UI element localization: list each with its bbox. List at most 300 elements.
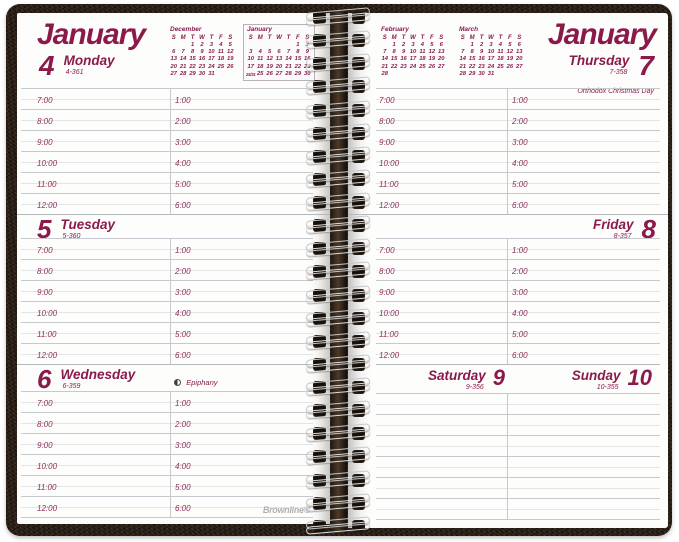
time-label: 3:00 bbox=[175, 138, 191, 147]
calendar-date: 4 bbox=[498, 42, 503, 48]
weekday-letter: S bbox=[460, 35, 465, 41]
month-block-left bbox=[37, 19, 145, 80]
weekday-letter: W bbox=[410, 35, 416, 41]
brand-logo: Brownline® bbox=[262, 505, 310, 515]
time-label: 8:00 bbox=[37, 420, 53, 429]
calendar-date: 21 bbox=[179, 63, 187, 70]
time-label: 10:00 bbox=[37, 309, 58, 318]
spiral-loop bbox=[303, 126, 375, 141]
calendar-date: 22 bbox=[468, 63, 476, 70]
calendar-date: 18 bbox=[497, 56, 504, 63]
time-label: 10:00 bbox=[37, 159, 58, 168]
time-label: 6:00 bbox=[175, 351, 191, 360]
schedule-cell-morning bbox=[376, 415, 507, 435]
calendar-date: 5 bbox=[228, 42, 232, 48]
weekday-letter: F bbox=[508, 35, 512, 41]
schedule-cell-morning bbox=[21, 89, 170, 109]
calendar-date: 31 bbox=[487, 70, 495, 77]
calendar-date: 27 bbox=[516, 63, 523, 70]
calendar-date: 28 bbox=[459, 70, 466, 77]
schedule-cell-afternoon bbox=[507, 415, 660, 435]
weekday-letter: S bbox=[228, 35, 233, 41]
schedule-cell-afternoon bbox=[170, 476, 313, 496]
schedule-cell-afternoon bbox=[507, 239, 660, 259]
tuesday-day-code: 5-360 bbox=[62, 233, 81, 240]
mini-calendar-grid bbox=[458, 34, 524, 78]
schedule-cell-morning bbox=[21, 131, 170, 151]
calendar-date bbox=[458, 42, 467, 49]
time-label: 1:00 bbox=[175, 246, 191, 255]
spiral-loop bbox=[303, 149, 375, 164]
monday-day-stack bbox=[64, 52, 115, 77]
calendar-date: 6 bbox=[439, 42, 443, 48]
monday-time-grid bbox=[21, 88, 313, 214]
tuesday-time-grid bbox=[21, 238, 313, 364]
spiral-loop bbox=[303, 403, 375, 418]
schedule-cell-morning bbox=[376, 344, 507, 364]
schedule-cell-afternoon bbox=[507, 457, 660, 477]
hour-row bbox=[21, 259, 313, 280]
month-title-left: January bbox=[37, 18, 146, 51]
time-label: 3:00 bbox=[512, 288, 528, 297]
schedule-cell-morning bbox=[376, 110, 507, 130]
spiral-loop bbox=[303, 334, 375, 349]
schedule-cell-morning bbox=[376, 131, 507, 151]
schedule-cell-afternoon bbox=[170, 173, 313, 193]
thursday-day-stack bbox=[569, 52, 630, 77]
time-label: 4:00 bbox=[175, 309, 191, 318]
schedule-cell-afternoon bbox=[507, 394, 660, 414]
hour-row bbox=[21, 280, 313, 301]
schedule-cell-afternoon bbox=[507, 110, 660, 130]
time-label: 12:00 bbox=[379, 351, 400, 360]
calendar-date bbox=[505, 71, 514, 78]
schedule-cell-morning bbox=[376, 260, 507, 280]
calendar-date: 5 bbox=[267, 49, 272, 56]
spiral-loop bbox=[303, 241, 375, 256]
mini-calendar-december bbox=[169, 26, 235, 81]
time-label: 2:00 bbox=[175, 267, 191, 276]
time-label: 4:00 bbox=[175, 462, 191, 471]
mini-calendar-grid bbox=[380, 34, 446, 78]
mini-calendar-title: February bbox=[381, 26, 409, 33]
calendar-date: 24 bbox=[409, 63, 417, 70]
calendar-date: 6 bbox=[277, 49, 281, 56]
spiral-loop bbox=[303, 519, 375, 534]
time-label: 11:00 bbox=[37, 330, 57, 339]
hour-row bbox=[376, 322, 660, 343]
schedule-cell-afternoon bbox=[507, 131, 660, 151]
time-label: 5:00 bbox=[175, 483, 191, 492]
calendar-date: 25 bbox=[419, 63, 426, 70]
time-label: 11:00 bbox=[379, 330, 399, 339]
weekday-letter: T bbox=[267, 35, 272, 41]
hour-row bbox=[21, 172, 313, 193]
schedule-cell-morning bbox=[376, 194, 507, 214]
calendar-date: 16 bbox=[198, 56, 206, 63]
friday-header bbox=[348, 214, 668, 244]
mini-calendar-grid bbox=[169, 34, 235, 78]
time-label: 6:00 bbox=[175, 504, 191, 513]
calendar-date: 7 bbox=[461, 49, 465, 56]
time-label: 12:00 bbox=[37, 351, 58, 360]
spiral-loop bbox=[303, 426, 375, 441]
time-label: 4:00 bbox=[175, 159, 191, 168]
hour-row bbox=[21, 193, 313, 214]
schedule-cell-morning bbox=[376, 457, 507, 477]
thursday-header bbox=[548, 52, 656, 80]
schedule-cell-afternoon bbox=[507, 152, 660, 172]
calendar-date: 3 bbox=[411, 42, 415, 48]
calendar-date bbox=[178, 42, 187, 49]
calendar-date bbox=[255, 42, 264, 49]
weekday-letter: S bbox=[517, 35, 522, 41]
schedule-cell-afternoon bbox=[170, 239, 313, 259]
weekday-letter: F bbox=[430, 35, 434, 41]
time-label: 12:00 bbox=[37, 201, 58, 210]
schedule-cell-morning bbox=[376, 152, 507, 172]
schedule-cell-morning bbox=[21, 455, 170, 475]
hour-row bbox=[21, 322, 313, 343]
time-label: 11:00 bbox=[37, 483, 57, 492]
weekday-letter: T bbox=[190, 35, 195, 41]
calendar-date: 22 bbox=[189, 63, 196, 70]
schedule-cell-afternoon bbox=[507, 302, 660, 322]
saturday-day-stack bbox=[428, 367, 486, 393]
calendar-date bbox=[265, 42, 274, 49]
calendar-date: 31 bbox=[208, 70, 215, 77]
calendar-date: 9 bbox=[479, 49, 484, 56]
monday-day-number: 4 bbox=[39, 50, 55, 81]
calendar-date: 13 bbox=[275, 56, 283, 63]
calendar-date: 15 bbox=[189, 56, 196, 63]
calendar-date bbox=[274, 42, 283, 49]
time-label: 2:00 bbox=[512, 267, 528, 276]
hour-row bbox=[21, 412, 313, 433]
sunday-day-code: 10-355 bbox=[596, 384, 619, 391]
wednesday-header bbox=[17, 364, 330, 394]
left-page-header bbox=[17, 13, 330, 88]
hour-row bbox=[376, 238, 660, 259]
calendar-date: 17 bbox=[487, 56, 495, 63]
calendar-date: 9 bbox=[401, 49, 406, 56]
weekend-ruled-grid bbox=[376, 393, 660, 520]
calendar-date bbox=[496, 71, 505, 78]
calendar-date: 3 bbox=[489, 42, 493, 48]
schedule-cell-afternoon bbox=[507, 323, 660, 343]
hour-row bbox=[376, 456, 660, 477]
calendar-date: 26 bbox=[227, 63, 234, 70]
schedule-cell-morning bbox=[21, 173, 170, 193]
calendar-date bbox=[437, 71, 446, 78]
wednesday-day-name: Wednesday bbox=[60, 367, 136, 382]
month-title-right: January bbox=[547, 18, 656, 51]
calendar-date: 17 bbox=[409, 56, 417, 63]
calendar-date: 3 bbox=[209, 42, 214, 48]
calendar-date: 26 bbox=[266, 70, 273, 77]
thursday-day-code: 7-358 bbox=[609, 69, 628, 76]
hour-row bbox=[376, 343, 660, 364]
schedule-cell-morning bbox=[376, 436, 507, 456]
time-label: 10:00 bbox=[37, 462, 58, 471]
time-label: 12:00 bbox=[37, 504, 58, 513]
spiral-loop bbox=[303, 288, 375, 303]
calendar-date bbox=[408, 71, 417, 78]
time-label: 7:00 bbox=[379, 246, 395, 255]
calendar-date: 7 bbox=[286, 49, 291, 56]
spiral-loop bbox=[303, 56, 375, 71]
time-label: 1:00 bbox=[175, 399, 191, 408]
hour-row bbox=[376, 393, 660, 414]
schedule-cell-morning bbox=[376, 281, 507, 301]
calendar-date: 19 bbox=[266, 63, 273, 70]
calendar-date: 29 bbox=[294, 70, 302, 77]
friday-day-number: 8 bbox=[641, 214, 656, 244]
schedule-cell-afternoon bbox=[170, 413, 313, 433]
spiral-loop bbox=[303, 311, 375, 326]
calendar-date: 18 bbox=[256, 63, 264, 70]
weekday-letter: S bbox=[171, 35, 176, 41]
weekday-letter: T bbox=[479, 35, 484, 41]
calendar-date: 28 bbox=[285, 70, 292, 77]
calendar-date: 11 bbox=[419, 49, 426, 56]
calendar-date: 2 bbox=[200, 42, 204, 48]
friday-time-grid bbox=[376, 238, 660, 364]
schedule-cell-morning bbox=[376, 89, 507, 109]
calendar-date: 4 bbox=[219, 42, 223, 48]
calendar-date: 16 bbox=[400, 56, 407, 63]
time-label: 2:00 bbox=[175, 117, 191, 126]
time-label: 11:00 bbox=[37, 180, 57, 189]
hour-row bbox=[21, 433, 313, 454]
weekday-letter: S bbox=[439, 35, 444, 41]
hour-row bbox=[21, 301, 313, 322]
month-block-right bbox=[548, 19, 656, 96]
calendar-date: 27 bbox=[170, 70, 177, 77]
tuesday-header bbox=[17, 214, 330, 244]
calendar-date: 24 bbox=[208, 63, 215, 70]
sunday-day-name: Sunday bbox=[571, 368, 621, 383]
calendar-date: 21 bbox=[459, 63, 466, 70]
schedule-cell-afternoon bbox=[170, 323, 313, 343]
schedule-cell-morning bbox=[21, 476, 170, 496]
calendar-date: 7 bbox=[181, 49, 185, 56]
monday-header bbox=[37, 52, 145, 80]
schedule-cell-afternoon bbox=[170, 260, 313, 280]
calendar-date: 18 bbox=[217, 56, 225, 63]
weekday-letter: T bbox=[420, 35, 425, 41]
hour-row bbox=[21, 343, 313, 364]
moon-last-quarter-icon bbox=[174, 379, 181, 386]
schedule-cell-morning bbox=[21, 323, 170, 343]
time-label: 5:00 bbox=[175, 330, 191, 339]
calendar-date: 20 bbox=[275, 63, 283, 70]
hour-row bbox=[21, 109, 313, 130]
calendar-date: 8 bbox=[190, 49, 195, 56]
time-label: 7:00 bbox=[37, 96, 53, 105]
calendar-date: 16 bbox=[478, 56, 485, 63]
weekday-letter: T bbox=[498, 35, 503, 41]
time-label: 7:00 bbox=[379, 96, 395, 105]
calendar-date: 20 bbox=[438, 56, 445, 63]
time-label: 5:00 bbox=[512, 330, 528, 339]
schedule-cell-afternoon bbox=[170, 89, 313, 109]
time-label: 3:00 bbox=[512, 138, 528, 147]
schedule-cell-afternoon bbox=[170, 110, 313, 130]
calendar-date: 20 bbox=[170, 63, 177, 70]
schedule-cell-afternoon bbox=[170, 455, 313, 475]
time-label: 8:00 bbox=[37, 117, 53, 126]
weekday-letter: W bbox=[199, 35, 205, 41]
mini-calendars-right bbox=[380, 26, 524, 78]
schedule-cell-morning bbox=[21, 497, 170, 517]
time-label: 10:00 bbox=[379, 309, 400, 318]
weekday-letter: T bbox=[286, 35, 291, 41]
calendar-date bbox=[389, 71, 398, 78]
calendar-date: 12 bbox=[227, 49, 234, 56]
time-label: 4:00 bbox=[512, 309, 528, 318]
calendar-date: 26 bbox=[428, 63, 436, 70]
time-label: 10:00 bbox=[379, 159, 400, 168]
spiral-loop bbox=[303, 264, 375, 279]
schedule-cell-morning bbox=[376, 302, 507, 322]
thursday-day-name: Thursday bbox=[568, 53, 630, 68]
calendar-date: 11 bbox=[257, 56, 264, 63]
hour-row bbox=[376, 280, 660, 301]
calendar-date: 23 bbox=[400, 63, 407, 70]
calendar-date: 1 bbox=[296, 42, 300, 48]
saturday-day-name: Saturday bbox=[427, 368, 486, 383]
schedule-cell-afternoon bbox=[507, 173, 660, 193]
time-label: 11:00 bbox=[379, 180, 399, 189]
wednesday-time-grid bbox=[21, 391, 313, 518]
calendar-date: 13 bbox=[438, 49, 445, 56]
calendar-date bbox=[284, 42, 293, 49]
calendar-date: 30 bbox=[478, 70, 485, 77]
spiral-loop bbox=[303, 473, 375, 488]
calendar-date: 14 bbox=[179, 56, 187, 63]
right-page-header bbox=[348, 13, 668, 95]
calendar-date: 10 bbox=[208, 49, 215, 56]
schedule-cell-morning bbox=[21, 392, 170, 412]
calendar-date: 14 bbox=[459, 56, 466, 63]
calendar-date: 18 bbox=[419, 56, 426, 63]
spiral-loop bbox=[303, 79, 375, 94]
weekday-letter: W bbox=[276, 35, 282, 41]
calendar-date: 29 bbox=[468, 70, 476, 77]
mini-calendar-title: December bbox=[170, 26, 202, 33]
calendar-date: 9 bbox=[200, 49, 204, 56]
weekday-letter: S bbox=[305, 35, 310, 41]
schedule-cell-morning bbox=[376, 478, 507, 498]
schedule-cell-morning bbox=[376, 394, 507, 414]
time-label: 9:00 bbox=[37, 441, 53, 450]
time-label: 3:00 bbox=[175, 288, 191, 297]
calendar-date: 1 bbox=[190, 42, 195, 48]
calendar-date bbox=[418, 71, 427, 78]
calendar-date: 14 bbox=[381, 56, 388, 63]
calendar-date: 5 bbox=[508, 42, 512, 48]
wednesday-day-stack bbox=[60, 366, 135, 391]
calendar-date: 21 bbox=[285, 63, 292, 70]
weekday-letter: T bbox=[401, 35, 406, 41]
time-label: 6:00 bbox=[175, 201, 191, 210]
calendar-date: 4 bbox=[258, 49, 262, 56]
hour-row bbox=[376, 109, 660, 130]
saturday-header bbox=[376, 367, 507, 393]
wednesday-holiday bbox=[174, 378, 217, 387]
spiral-loop bbox=[303, 33, 375, 48]
schedule-cell-morning bbox=[21, 302, 170, 322]
schedule-cell-morning bbox=[376, 239, 507, 259]
saturday-day-code: 9-356 bbox=[465, 384, 484, 391]
calendar-date: 19 bbox=[428, 56, 436, 63]
calendar-date: 9 bbox=[305, 49, 309, 56]
spiral-loop bbox=[303, 449, 375, 464]
schedule-cell-morning bbox=[21, 260, 170, 280]
spiral-loop bbox=[303, 172, 375, 187]
schedule-cell-morning bbox=[21, 152, 170, 172]
calendar-date: 8 bbox=[470, 49, 474, 56]
calendar-date: 24/31 bbox=[246, 71, 256, 77]
calendar-date: 12 bbox=[506, 49, 514, 56]
calendar-date: 8 bbox=[296, 49, 300, 56]
weekday-letter: W bbox=[488, 35, 494, 41]
schedule-cell-morning bbox=[376, 499, 507, 519]
sunday-day-stack bbox=[572, 367, 621, 393]
monday-day-code: 4-361 bbox=[65, 69, 84, 76]
time-label: 8:00 bbox=[37, 267, 53, 276]
calendar-date bbox=[226, 71, 235, 78]
calendar-date: 28 bbox=[381, 70, 388, 77]
calendar-date: 23 bbox=[198, 63, 206, 70]
spiral-loop bbox=[303, 380, 375, 395]
calendar-date: 29 bbox=[189, 70, 196, 77]
calendar-date: 14 bbox=[285, 56, 292, 63]
schedule-cell-morning bbox=[21, 344, 170, 364]
calendar-date: 13 bbox=[516, 49, 523, 56]
calendar-date: 3 bbox=[249, 49, 253, 56]
hour-row bbox=[21, 391, 313, 412]
calendar-date: 5 bbox=[430, 42, 434, 48]
tuesday-day-number: 5 bbox=[37, 214, 52, 244]
calendar-date: 2 bbox=[401, 42, 406, 48]
schedule-cell-afternoon bbox=[507, 344, 660, 364]
time-label: 2:00 bbox=[512, 117, 528, 126]
calendar-date: 11 bbox=[497, 49, 504, 56]
hour-row bbox=[376, 151, 660, 172]
time-label: 5:00 bbox=[175, 180, 191, 189]
tuesday-day-name: Tuesday bbox=[60, 217, 115, 232]
spiral-binding bbox=[303, 10, 375, 534]
calendar-date: 1 bbox=[470, 42, 474, 48]
time-label: 2:00 bbox=[175, 420, 191, 429]
time-label: 8:00 bbox=[379, 267, 395, 276]
hour-row bbox=[376, 477, 660, 498]
calendar-date: 6 bbox=[172, 49, 176, 56]
calendar-date: 11 bbox=[217, 49, 224, 56]
calendar-date: 6 bbox=[517, 42, 521, 48]
hour-row bbox=[376, 88, 660, 109]
time-label: 6:00 bbox=[512, 201, 528, 210]
schedule-cell-morning bbox=[21, 281, 170, 301]
time-label: 6:00 bbox=[512, 351, 528, 360]
spiral-loop bbox=[303, 218, 375, 233]
schedule-cell-afternoon bbox=[170, 302, 313, 322]
time-label: 5:00 bbox=[512, 180, 528, 189]
schedule-cell-morning bbox=[376, 173, 507, 193]
time-label: 7:00 bbox=[37, 246, 53, 255]
